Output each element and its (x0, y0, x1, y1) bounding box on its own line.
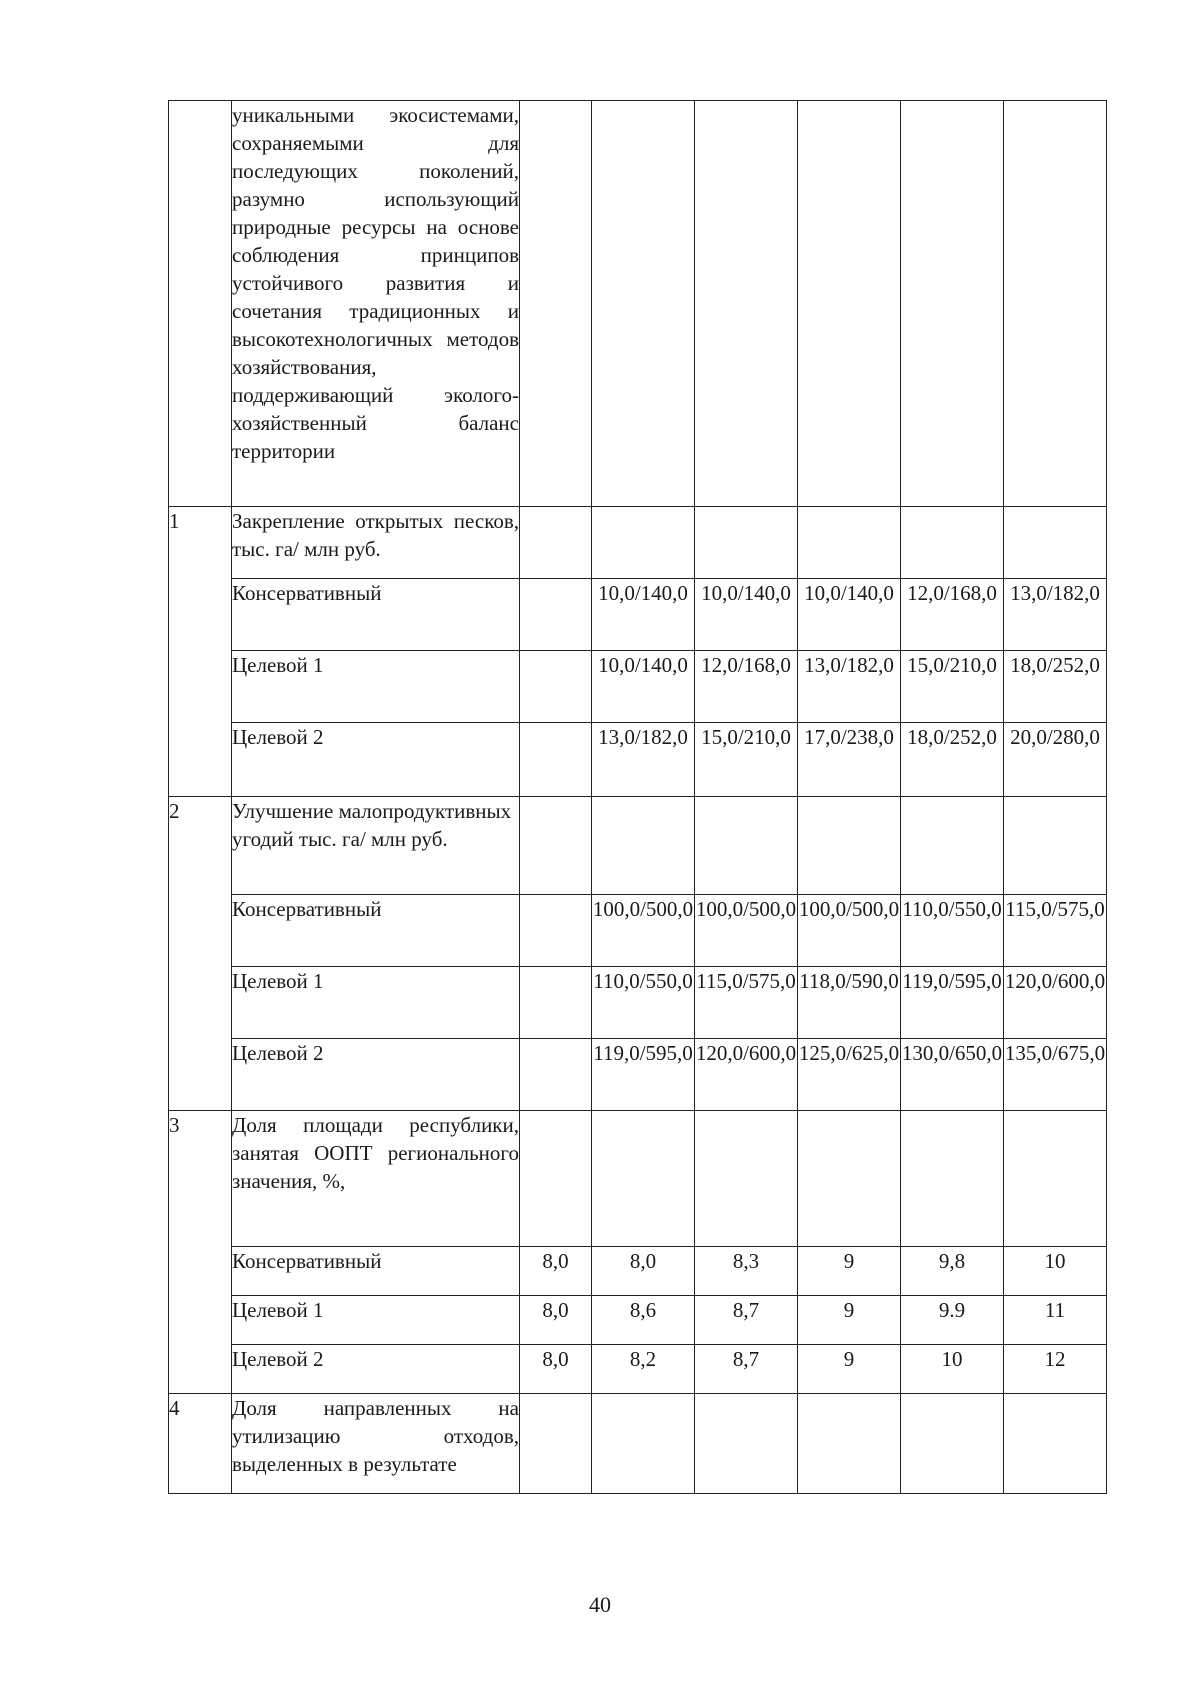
empty-cell (901, 1394, 1004, 1494)
continuation-text: уникальными экосистемами, сохраняемыми для последующих поколений, разумно использующий природные ресурсы на основе соблюдения принципов устойчивого развития и сочетания традиционных и высокотехнологичных методов хозяйствования, поддерживающий эколого-хозяйственный баланс территории (232, 101, 520, 507)
empty-cell (695, 1111, 798, 1247)
value-cell: 119,0/595,0 (901, 967, 1004, 1039)
empty-cell (901, 1111, 1004, 1247)
empty-cell (1004, 1394, 1107, 1494)
indicator-header-row (169, 1111, 1107, 1247)
value-cell: 18,0/252,0 (901, 723, 1004, 797)
scenario-name: Целевой 2 (232, 723, 520, 797)
value-cell: 20,0/280,0 (1004, 723, 1107, 797)
empty-cell (798, 101, 901, 507)
indicator-header-row (169, 507, 1107, 579)
empty-cell (592, 507, 695, 579)
value-cell: 17,0/238,0 (798, 723, 901, 797)
scenario-row (169, 967, 1107, 1039)
scenario-row (169, 723, 1107, 797)
value-cell: 9 (798, 1296, 901, 1345)
empty-cell (695, 101, 798, 507)
empty-cell (901, 797, 1004, 895)
indicators-table (168, 100, 1107, 1494)
empty-cell (592, 1111, 695, 1247)
base-value (520, 967, 592, 1039)
empty-cell (695, 797, 798, 895)
value-cell: 15,0/210,0 (901, 651, 1004, 723)
value-cell: 10 (1004, 1247, 1107, 1296)
scenario-row (169, 579, 1107, 651)
continuation-row (169, 101, 1107, 507)
indicator-header-row (169, 1394, 1107, 1494)
empty-cell (1004, 1111, 1107, 1247)
value-cell: 10 (901, 1345, 1004, 1394)
base-value (520, 1039, 592, 1111)
scenario-row (169, 895, 1107, 967)
empty-cell (901, 507, 1004, 579)
value-cell: 115,0/575,0 (695, 967, 798, 1039)
base-value: 8,0 (520, 1345, 592, 1394)
empty-cell (798, 507, 901, 579)
scenario-name: Консервативный (232, 1247, 520, 1296)
empty-cell (520, 101, 592, 507)
value-cell: 100,0/500,0 (592, 895, 695, 967)
empty-cell (798, 797, 901, 895)
value-cell: 8,6 (592, 1296, 695, 1345)
scenario-name: Консервативный (232, 895, 520, 967)
base-value (520, 895, 592, 967)
indicator-title: Закрепление открытых песков, тыс. га/ млн руб. (232, 507, 520, 579)
scenario-row (169, 651, 1107, 723)
empty-cell (1004, 507, 1107, 579)
indicator-number: 4 (169, 1394, 232, 1494)
base-value (520, 579, 592, 651)
scenario-name: Целевой 2 (232, 1345, 520, 1394)
scenario-row (169, 1296, 1107, 1345)
empty-cell (798, 1394, 901, 1494)
scenario-row (169, 1345, 1107, 1394)
base-value (520, 651, 592, 723)
base-value: 8,0 (520, 1247, 592, 1296)
value-cell: 11 (1004, 1296, 1107, 1345)
value-cell: 12 (1004, 1345, 1107, 1394)
value-cell: 120,0/600,0 (1004, 967, 1107, 1039)
value-cell: 10,0/140,0 (592, 651, 695, 723)
scenario-name: Консервативный (232, 579, 520, 651)
empty-cell (592, 101, 695, 507)
indicator-header-row (169, 797, 1107, 895)
value-cell: 9 (798, 1247, 901, 1296)
value-cell: 12,0/168,0 (901, 579, 1004, 651)
empty-cell (798, 1111, 901, 1247)
value-cell: 120,0/600,0 (695, 1039, 798, 1111)
value-cell: 12,0/168,0 (695, 651, 798, 723)
value-cell: 13,0/182,0 (592, 723, 695, 797)
scenario-name: Целевой 1 (232, 967, 520, 1039)
base-value (520, 723, 592, 797)
scenario-row (169, 1247, 1107, 1296)
scenario-name: Целевой 1 (232, 651, 520, 723)
indicator-number: 1 (169, 507, 232, 797)
value-cell: 10,0/140,0 (695, 579, 798, 651)
value-cell: 110,0/550,0 (901, 895, 1004, 967)
empty-cell (592, 1394, 695, 1494)
value-cell: 100,0/500,0 (695, 895, 798, 967)
value-cell: 9.9 (901, 1296, 1004, 1345)
indicator-number: 3 (169, 1111, 232, 1394)
empty-cell (1004, 101, 1107, 507)
empty-cell (520, 797, 592, 895)
value-cell: 118,0/590,0 (798, 967, 901, 1039)
value-cell: 8,7 (695, 1345, 798, 1394)
value-cell: 9 (798, 1345, 901, 1394)
value-cell: 10,0/140,0 (592, 579, 695, 651)
indicator-number: 2 (169, 797, 232, 1111)
value-cell: 8,2 (592, 1345, 695, 1394)
scenario-row (169, 1039, 1107, 1111)
value-cell: 9,8 (901, 1247, 1004, 1296)
value-cell: 125,0/625,0 (798, 1039, 901, 1111)
value-cell: 8,0 (592, 1247, 695, 1296)
value-cell: 115,0/575,0 (1004, 895, 1107, 967)
empty-cell (901, 101, 1004, 507)
value-cell: 13,0/182,0 (798, 651, 901, 723)
number-cell (169, 101, 232, 507)
empty-cell (592, 797, 695, 895)
scenario-name: Целевой 2 (232, 1039, 520, 1111)
value-cell: 130,0/650,0 (901, 1039, 1004, 1111)
value-cell: 135,0/675,0 (1004, 1039, 1107, 1111)
value-cell: 10,0/140,0 (798, 579, 901, 651)
empty-cell (520, 1111, 592, 1247)
empty-cell (695, 507, 798, 579)
empty-cell (520, 507, 592, 579)
value-cell: 15,0/210,0 (695, 723, 798, 797)
empty-cell (1004, 797, 1107, 895)
value-cell: 8,7 (695, 1296, 798, 1345)
value-cell: 8,3 (695, 1247, 798, 1296)
scenario-name: Целевой 1 (232, 1296, 520, 1345)
value-cell: 18,0/252,0 (1004, 651, 1107, 723)
base-value: 8,0 (520, 1296, 592, 1345)
value-cell: 119,0/595,0 (592, 1039, 695, 1111)
page-number: 40 (589, 1592, 611, 1617)
value-cell: 110,0/550,0 (592, 967, 695, 1039)
value-cell: 13,0/182,0 (1004, 579, 1107, 651)
indicator-title: Доля направленных на утилизацию отходов, выделенных в результате (232, 1394, 520, 1494)
empty-cell (520, 1394, 592, 1494)
indicator-title: Улучшение малопродуктивных угодий тыс. га/ млн руб. (232, 797, 520, 895)
value-cell: 100,0/500,0 (798, 895, 901, 967)
indicator-title: Доля площади республики, занятая ООПТ регионального значения, %, (232, 1111, 520, 1247)
empty-cell (695, 1394, 798, 1494)
